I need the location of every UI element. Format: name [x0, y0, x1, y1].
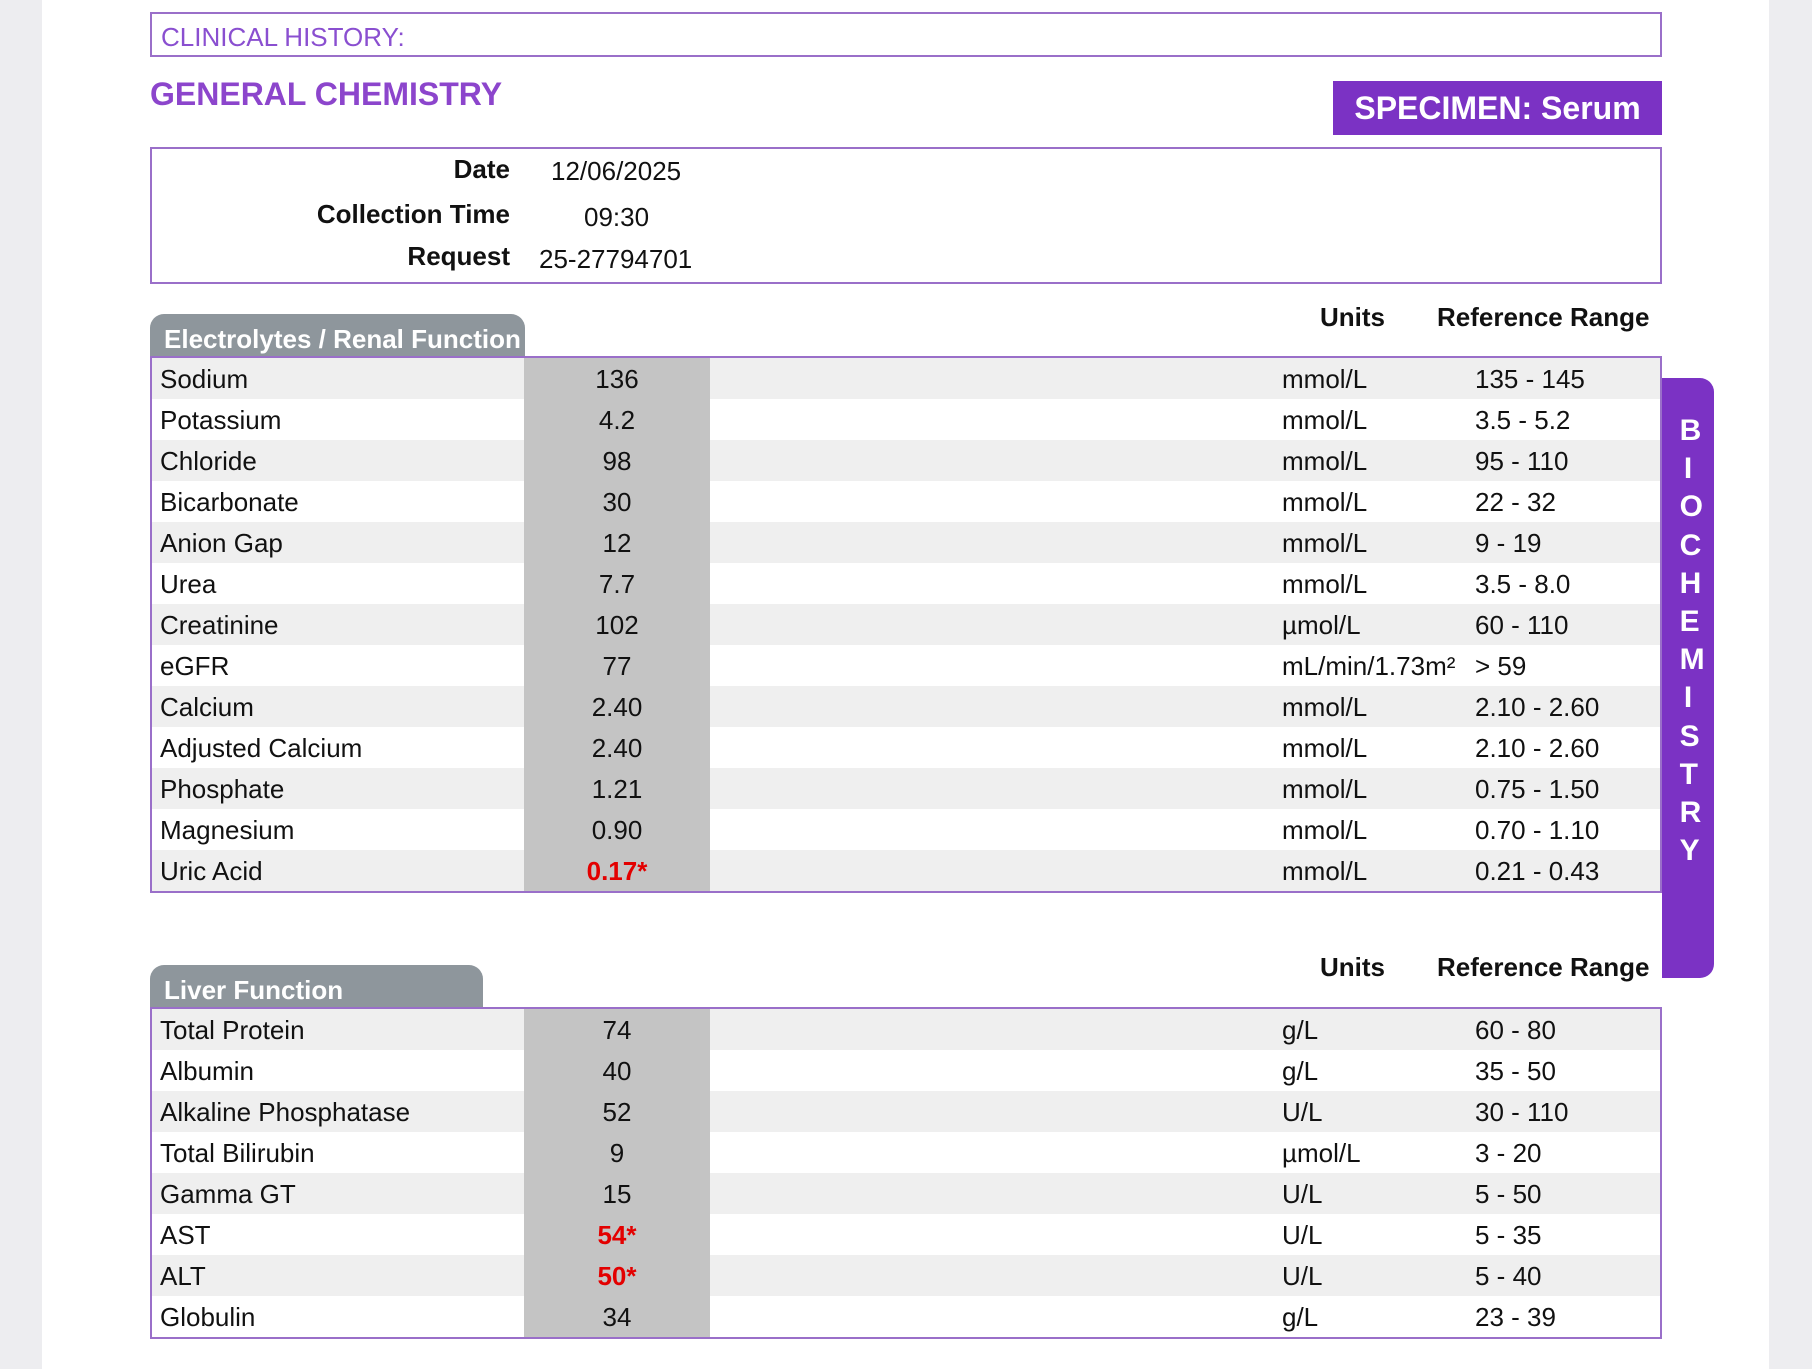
reference-range: 0.21 - 0.43	[1475, 856, 1600, 886]
test-name: Globulin	[160, 1302, 256, 1332]
result-unit: mmol/L	[1282, 774, 1368, 804]
result-value: 40	[602, 1056, 632, 1086]
result-unit: mmol/L	[1282, 856, 1368, 886]
result-value: 102	[595, 610, 639, 640]
table-row	[152, 440, 1660, 481]
result-value: 1.21	[591, 774, 643, 804]
result-value: 74	[602, 1015, 632, 1045]
test-name: Total Bilirubin	[160, 1138, 315, 1168]
reference-range: 60 - 80	[1475, 1015, 1556, 1045]
result-unit: mmol/L	[1282, 405, 1368, 435]
electrolytes-reference-header: Reference Range	[1437, 302, 1650, 332]
table-row	[152, 1132, 1660, 1173]
test-name: Adjusted Calcium	[160, 733, 363, 763]
result-unit: g/L	[1282, 1056, 1319, 1086]
result-value: 50*	[597, 1261, 637, 1291]
reference-range: 2.10 - 2.60	[1475, 733, 1600, 763]
test-name: Anion Gap	[160, 528, 283, 558]
result-value: 30	[602, 487, 632, 517]
result-value: 12	[602, 528, 632, 558]
request-label: Request	[407, 241, 510, 271]
result-unit: U/L	[1282, 1097, 1323, 1127]
result-value: 136	[595, 364, 639, 394]
result-value: 98	[602, 446, 632, 476]
test-name: Bicarbonate	[160, 487, 299, 517]
side-tab-letters	[1662, 412, 1714, 870]
table-row	[152, 358, 1660, 399]
result-value: 2.40	[591, 733, 643, 763]
test-name: ALT	[160, 1261, 206, 1291]
result-unit: mmol/L	[1282, 364, 1368, 394]
test-name: Urea	[160, 569, 217, 599]
liver-panel-tab: Liver Function	[150, 965, 483, 1009]
result-unit: µmol/L	[1282, 610, 1361, 640]
reference-range: 3.5 - 5.2	[1475, 405, 1571, 435]
result-value: 52	[602, 1097, 632, 1127]
collection-time-value: 09:30	[584, 202, 650, 232]
table-row	[152, 850, 1660, 891]
result-unit: U/L	[1282, 1261, 1323, 1291]
result-unit: mL/min/1.73m²	[1282, 651, 1456, 681]
result-value: 9	[609, 1138, 625, 1168]
reference-range: 22 - 32	[1475, 487, 1556, 517]
table-row	[152, 727, 1660, 768]
result-unit: mmol/L	[1282, 815, 1368, 845]
table-row	[152, 604, 1660, 645]
biochemistry-side-tab	[1662, 378, 1714, 978]
liver-reference-header: Reference Range	[1437, 952, 1650, 982]
test-name: Phosphate	[160, 774, 285, 804]
reference-range: 23 - 39	[1475, 1302, 1556, 1332]
date-value: 12/06/2025	[551, 156, 682, 186]
reference-range: 135 - 145	[1475, 364, 1585, 394]
table-row	[152, 522, 1660, 563]
collection-time-label: Collection Time	[316, 199, 510, 229]
result-unit: mmol/L	[1282, 569, 1368, 599]
result-unit: mmol/L	[1282, 528, 1368, 558]
result-value: 2.40	[591, 692, 643, 722]
result-unit: mmol/L	[1282, 692, 1368, 722]
request-header-box	[150, 147, 1662, 284]
reference-range: 5 - 40	[1475, 1261, 1542, 1291]
table-row	[152, 1050, 1660, 1091]
table-row	[152, 563, 1660, 604]
side-tab-text: BIOCHEMISTRY	[1679, 414, 1705, 868]
table-row	[152, 645, 1660, 686]
table-row	[152, 1255, 1660, 1296]
test-name: Potassium	[160, 405, 282, 435]
result-unit: mmol/L	[1282, 733, 1368, 763]
electrolytes-table	[150, 356, 1662, 893]
table-row	[152, 686, 1660, 727]
result-value: 54*	[597, 1220, 637, 1250]
table-row	[152, 1296, 1660, 1337]
result-value: 15	[602, 1179, 632, 1209]
test-name: Uric Acid	[160, 856, 263, 886]
result-value: 7.7	[598, 569, 636, 599]
test-name: eGFR	[160, 651, 230, 681]
reference-range: 3 - 20	[1475, 1138, 1542, 1168]
result-unit: g/L	[1282, 1302, 1319, 1332]
table-row	[152, 768, 1660, 809]
table-row	[152, 399, 1660, 440]
result-unit: mmol/L	[1282, 446, 1368, 476]
test-name: Sodium	[160, 364, 249, 394]
table-row	[152, 1214, 1660, 1255]
electrolytes-units-header: Units	[1320, 302, 1385, 332]
reference-range: > 59	[1475, 651, 1527, 681]
reference-range: 0.70 - 1.10	[1475, 815, 1600, 845]
reference-range: 5 - 35	[1475, 1220, 1542, 1250]
result-unit: U/L	[1282, 1179, 1323, 1209]
test-name: Chloride	[160, 446, 257, 476]
result-value: 0.17*	[586, 856, 648, 886]
specimen-badge: SPECIMEN: Serum	[1333, 81, 1662, 135]
electrolytes-panel-tab: Electrolytes / Renal Function	[150, 314, 525, 358]
reference-range: 9 - 19	[1475, 528, 1542, 558]
date-label: Date	[453, 154, 510, 184]
result-value: 77	[602, 651, 632, 681]
request-value: 25-27794701	[539, 244, 693, 274]
reference-range: 5 - 50	[1475, 1179, 1542, 1209]
section-title: GENERAL CHEMISTRY	[150, 76, 503, 112]
table-row	[152, 809, 1660, 850]
test-name: Calcium	[160, 692, 254, 722]
clinical-history-box	[150, 12, 1662, 57]
table-row	[152, 1173, 1660, 1214]
result-value: 0.90	[591, 815, 643, 845]
reference-range: 35 - 50	[1475, 1056, 1556, 1086]
test-name: Alkaline Phosphatase	[160, 1097, 411, 1127]
test-name: AST	[160, 1220, 211, 1250]
test-name: Creatinine	[160, 610, 279, 640]
table-row	[152, 1091, 1660, 1132]
liver-units-header: Units	[1320, 952, 1385, 982]
liver-table	[150, 1007, 1662, 1339]
reference-range: 2.10 - 2.60	[1475, 692, 1600, 722]
reference-range: 0.75 - 1.50	[1475, 774, 1600, 804]
table-row	[152, 1009, 1660, 1050]
reference-range: 95 - 110	[1475, 446, 1569, 476]
result-unit: mmol/L	[1282, 487, 1368, 517]
reference-range: 3.5 - 8.0	[1475, 569, 1571, 599]
test-name: Magnesium	[160, 815, 295, 845]
test-name: Albumin	[160, 1056, 254, 1086]
test-name: Total Protein	[160, 1015, 305, 1045]
reference-range: 60 - 110	[1475, 610, 1569, 640]
result-value: 34	[602, 1302, 632, 1332]
result-unit: µmol/L	[1282, 1138, 1361, 1168]
test-name: Gamma GT	[160, 1179, 296, 1209]
clinical-history-label: CLINICAL HISTORY:	[161, 22, 405, 52]
table-row	[152, 481, 1660, 522]
result-value: 4.2	[598, 405, 636, 435]
result-unit: g/L	[1282, 1015, 1319, 1045]
reference-range: 30 - 110	[1475, 1097, 1569, 1127]
result-unit: U/L	[1282, 1220, 1323, 1250]
